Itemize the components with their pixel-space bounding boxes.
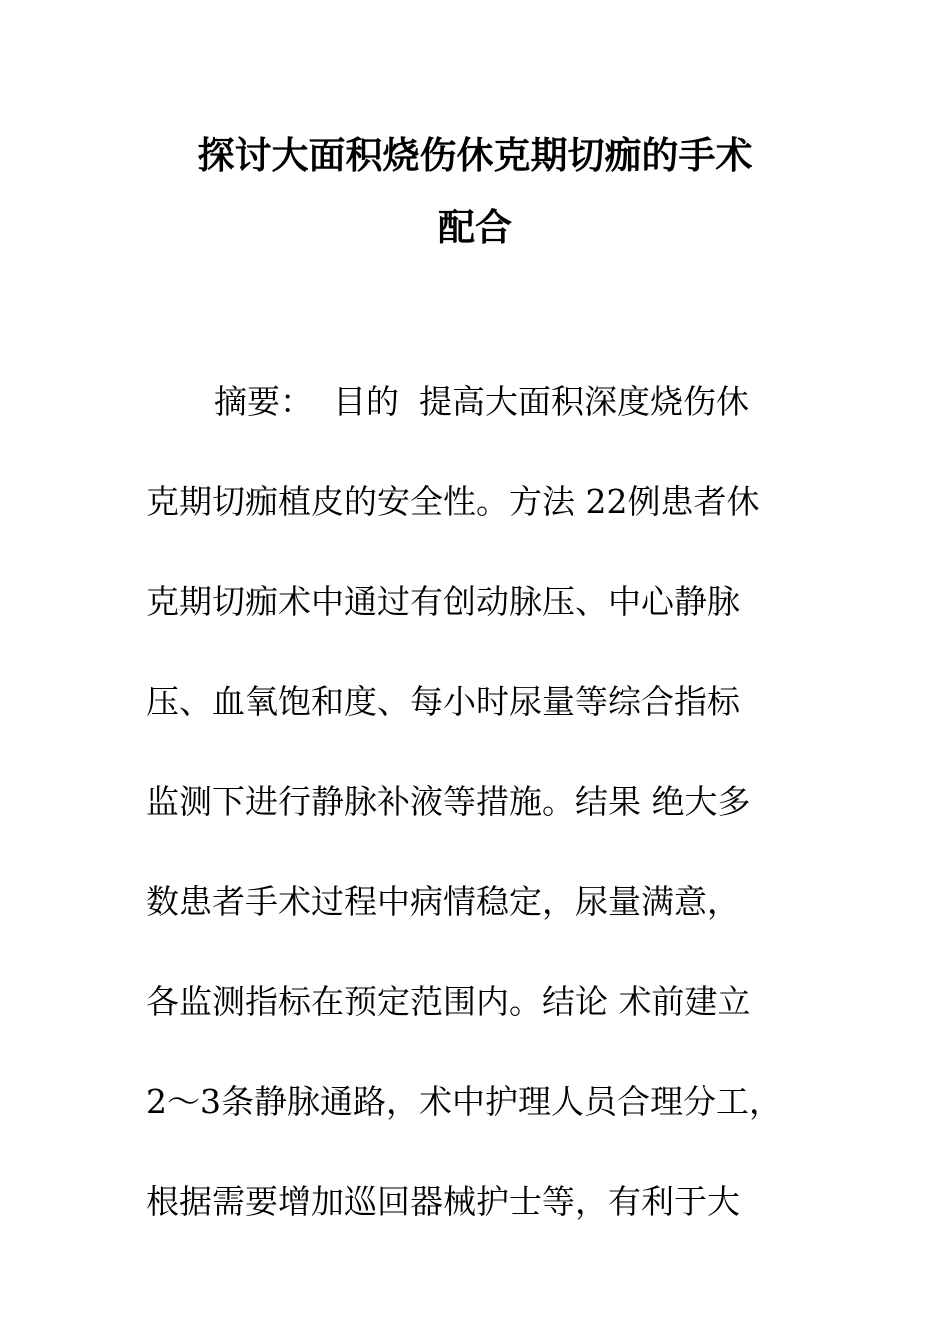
document-title-line-2: 配合 [438, 205, 512, 249]
document-title-line-1: 探讨大面积烧伤休克期切痂的手术 [197, 133, 753, 177]
abstract-line-8: 2～3条静脉通路，术中护理人员合理分工， [146, 1082, 782, 1121]
abstract-line-3: 克期切痂术中通过有创动脉压、中心静脉 [146, 582, 740, 621]
abstract-line-7: 各监测指标在预定范围内。结论 术前建立 [146, 982, 751, 1021]
abstract-line-6: 数患者手术过程中病情稳定，尿量满意， [146, 882, 740, 921]
abstract-objective-text: 提高大面积深度烧伤休 [419, 382, 749, 421]
abstract-line-2: 克期切痂植皮的安全性。方法 22例患者休 [146, 482, 760, 521]
abstract-line-5: 监测下进行静脉补液等措施。结果 绝大多 [146, 782, 751, 821]
abstract-objective-head: 目的 [333, 382, 399, 421]
abstract-line-1 [214, 382, 894, 422]
abstract-label: 摘要： [214, 382, 313, 421]
abstract-line-4: 压、血氧饱和度、每小时尿量等综合指标 [146, 682, 740, 721]
abstract-line-9: 根据需要增加巡回器械护士等，有利于大 [146, 1182, 740, 1221]
